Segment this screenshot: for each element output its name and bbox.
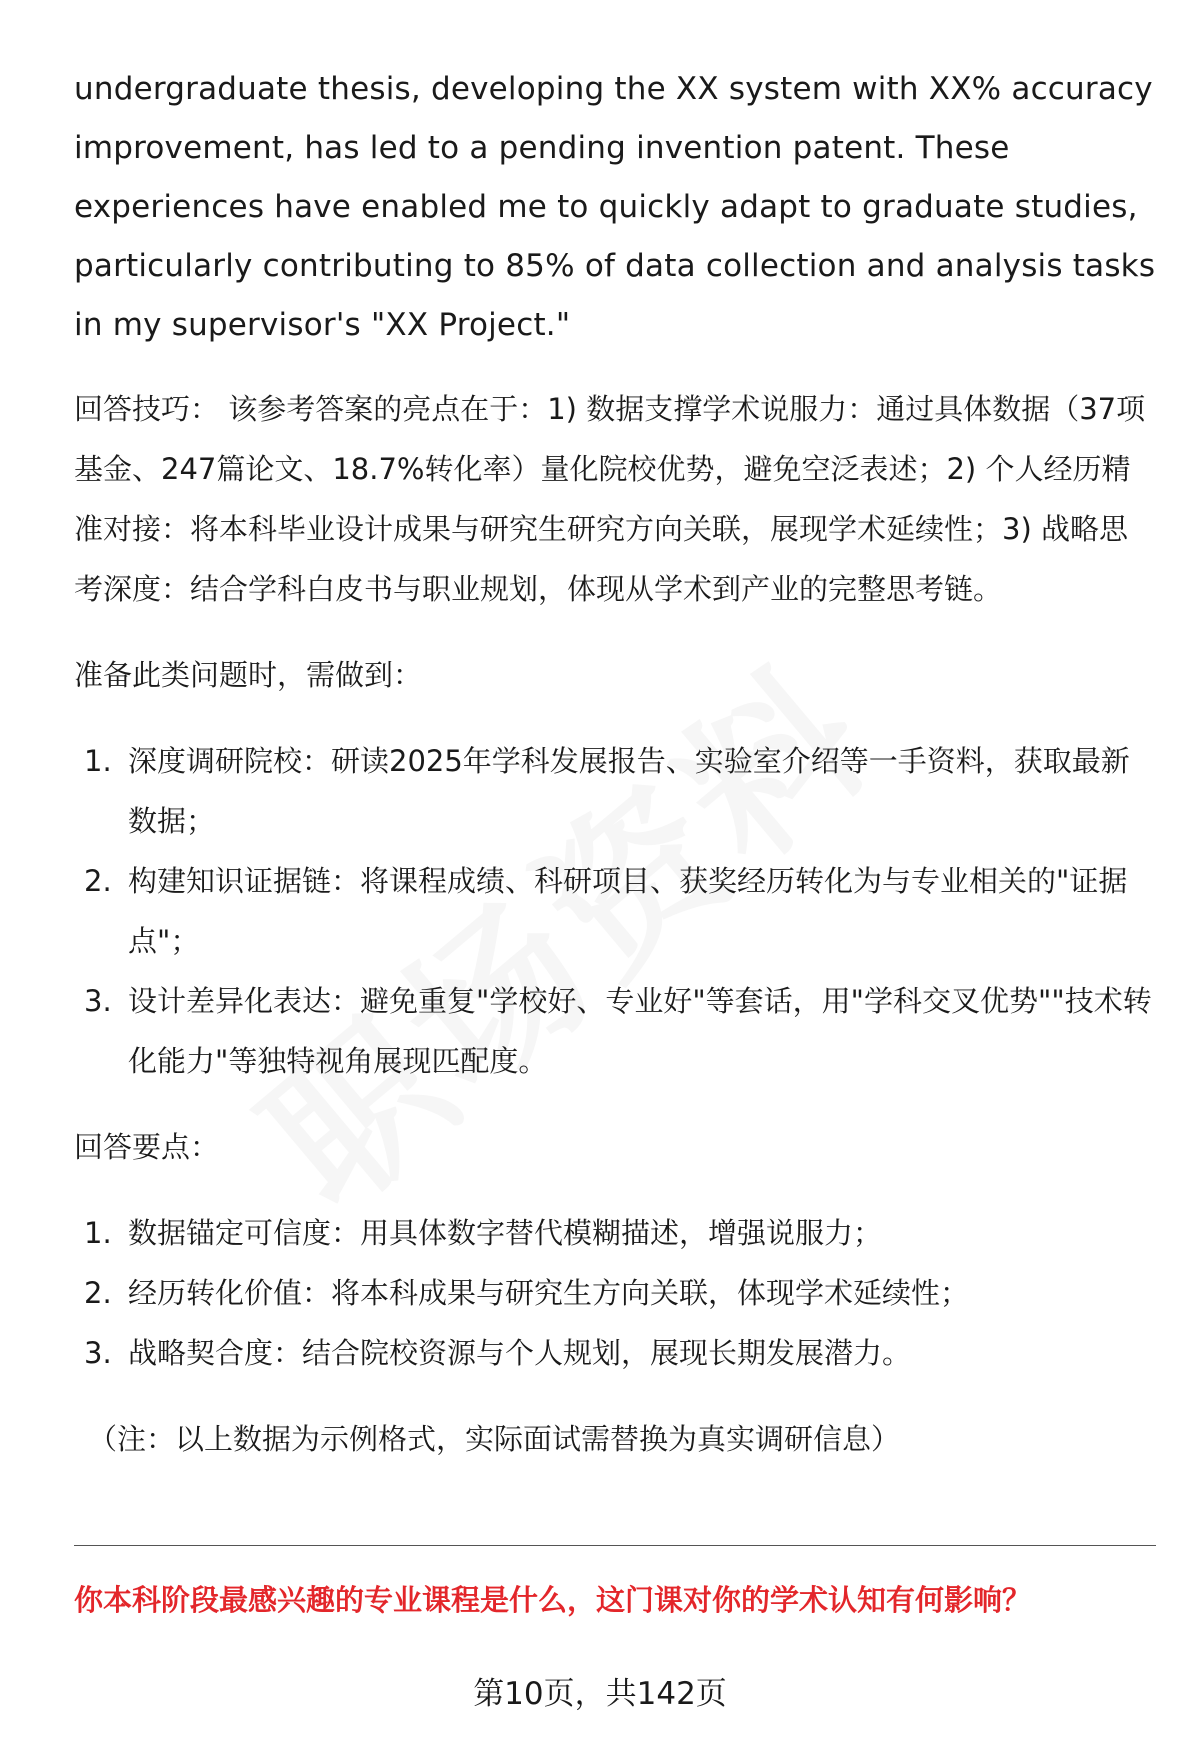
prep-list bbox=[74, 731, 1156, 1091]
list-item bbox=[74, 1323, 1156, 1383]
list-item bbox=[74, 851, 1156, 971]
tips-paragraph: 回答技巧： 该参考答案的亮点在于：1) 数据支撑学术说服力：通过具体数据（37项基金、247篇论文、18.7%转化率）量化院校优势，避免空泛表述；2) 个人经历精准对接：将本科毕业设计成果与研究生研究方向关联，展现学术延续性；3) 战略思考深度：结合学科白皮书与职业规划，体现从学术到产业的完整思考链。 bbox=[74, 392, 1146, 606]
list-number: 1. bbox=[84, 1216, 112, 1250]
key-points-heading: 回答要点： bbox=[74, 1130, 220, 1164]
list-number: 3. bbox=[84, 984, 112, 1018]
list-number: 2. bbox=[84, 1276, 112, 1310]
list-item bbox=[74, 971, 1156, 1091]
page-footer: 第10页，共142页 bbox=[473, 1676, 727, 1712]
list-item-text: 构建知识证据链：将课程成绩、科研项目、获奖经历转化为与专业相关的"证据点"； bbox=[128, 864, 1128, 958]
next-question-heading: 你本科阶段最感兴趣的专业课程是什么，这门课对你的学术认知有何影响？ bbox=[74, 1583, 1032, 1617]
key-points-list bbox=[74, 1203, 1156, 1383]
prep-heading: 准备此类问题时，需做到： bbox=[74, 658, 423, 692]
list-item-text: 深度调研院校：研读2025年学科发展报告、实验室介绍等一手资料，获取最新数据； bbox=[128, 744, 1130, 838]
list-item-text: 设计差异化表达：避免重复"学校好、专业好"等套话，用"学科交叉优势""技术转化能力"等独特视角展现匹配度。 bbox=[128, 984, 1152, 1078]
note-text: （注：以上数据为示例格式，实际面试需替换为真实调研信息） bbox=[88, 1422, 901, 1456]
document-body bbox=[74, 60, 1156, 1469]
list-item-text: 经历转化价值：将本科成果与研究生方向关联，体现学术延续性； bbox=[128, 1276, 970, 1310]
list-number: 1. bbox=[84, 744, 112, 778]
intro-paragraph: undergraduate thesis, developing the XX system with XX% accuracy improvement, has led to a pending invention patent. These experiences have enabled me to quickly adapt to graduate studies, particularly contributing to 85% of data collection and analysis tasks in my supervisor's "XX Project." bbox=[74, 71, 1156, 343]
list-item bbox=[74, 1203, 1156, 1263]
section-divider bbox=[74, 1545, 1156, 1546]
list-item-text: 数据锚定可信度：用具体数字替代模糊描述，增强说服力； bbox=[128, 1216, 883, 1250]
list-number: 3. bbox=[84, 1336, 112, 1370]
list-item bbox=[74, 731, 1156, 851]
list-item-text: 战略契合度：结合院校资源与个人规划，展现长期发展潜力。 bbox=[128, 1336, 912, 1370]
list-number: 2. bbox=[84, 864, 112, 898]
list-item bbox=[74, 1263, 1156, 1323]
